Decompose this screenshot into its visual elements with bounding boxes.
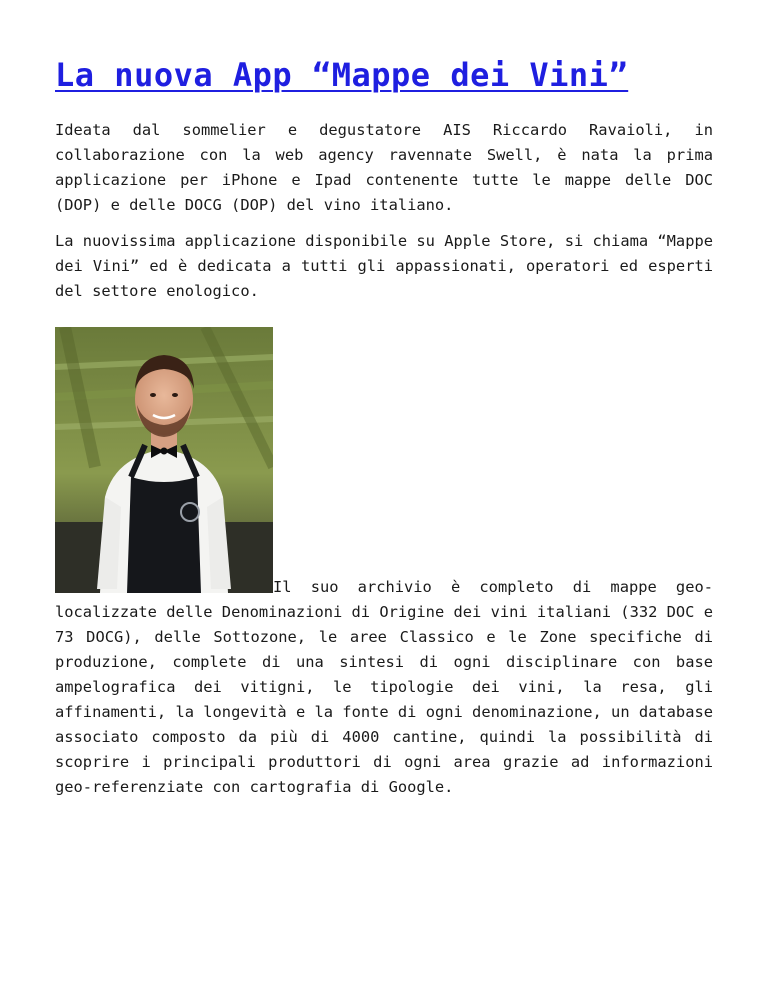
paragraph-intro: Ideata dal sommelier e degustatore AIS Riccardo Ravaioli, in collaborazione con la web agency ravennate Swell, è nata la prima applicazione per iPhone e Ipad contenente tutte le mappe delle DOC (DOP) e delle DOCG (DOP) del vino italiano.	[55, 121, 713, 214]
portrait-photo-icon	[55, 327, 273, 593]
photo-block	[55, 327, 713, 800]
paragraph-archive: Il suo archivio è completo di mappe geo-localizzate delle Denominazioni di Origine dei vini italiani (332 DOC e 73 DOCG), delle Sottozone, le aree Classico e le Zone specifiche di produzione, complete di una sintesi di ogni disciplinare con base ampelografica dei vitigni, le tipologie dei vini, la resa, gli affinamenti, la longevità e la fonte di ogni denominazione, un database associato composto da più di 4000 cantine, quindi la possibilità di scoprire i principali produttori di ogni area grazie ad informazioni geo-referenziate con cartografia di Google.	[55, 578, 713, 796]
article-title	[55, 52, 713, 98]
paragraph-app: La nuovissima applicazione disponibile su Apple Store, si chiama “Mappe dei Vini” ed è dedicata a tutti gli appassionati, operatori ed esperti del settore enologico.	[55, 232, 713, 300]
article	[55, 52, 713, 800]
article-title-link[interactable]: La nuova App “Mappe dei Vini”	[55, 56, 629, 94]
